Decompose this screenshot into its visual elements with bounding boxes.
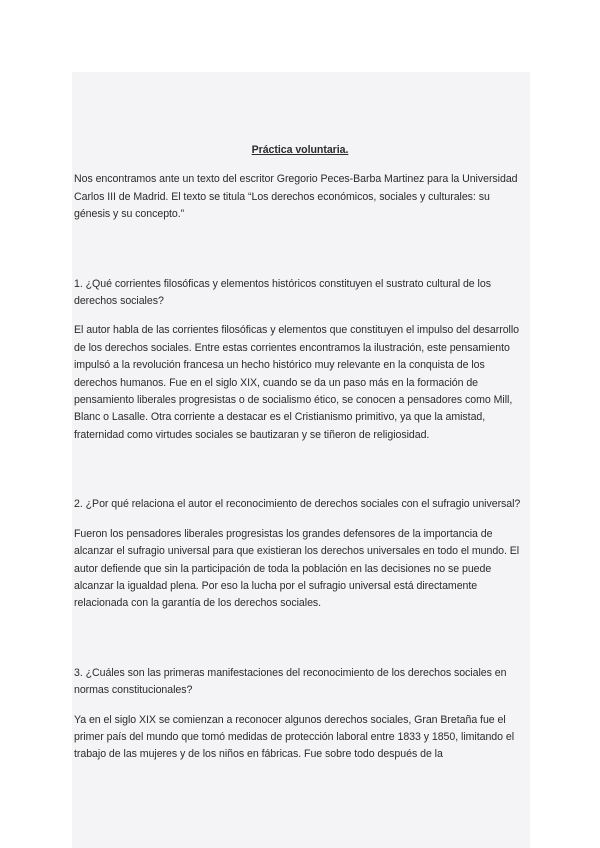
answer-3: Ya en el siglo XIX se comienzan a reconocer algunos derechos sociales, Gran Bretaña fue el primer país del mundo que tomó medidas de protección laboral entre 1833 y 1850, limitando el trabajo de las mujeres y de los niños en fábricas. Fue sobre todo después de la xyxy=(74,713,515,761)
document-title: Práctica voluntaria. xyxy=(251,144,349,156)
document-content xyxy=(74,142,526,764)
question-1: 1. ¿Qué corrientes filosóficas y elementos históricos constituyen el sustrato cultural de los derechos sociales? xyxy=(74,277,491,308)
question-2: 2. ¿Por qué relaciona el autor el reconocimiento de derechos sociales con el sufragio universal? xyxy=(74,498,521,511)
answer-1: El autor habla de las corrientes filosóficas y elementos que constituyen el impulso del desarrollo de los derechos sociales. Entre estas corrientes encontramos la ilustración, este pensamiento impulsó a la revolución francesa un hecho histórico muy relevante en la conquista de los derechos humanos. Fue en el siglo XIX, cuando se da un paso más en la formación de pensamiento liberales progresistas o de socialismo ético, se conocen a pensadores como Mill, Blanc o Lasalle. Otra corriente a destacar es el Cristianismo primitivo, ya que la amistad, fraternidad como virtudes sociales se bautizaran y se tiñeron de religiosidad. xyxy=(74,324,519,441)
intro-paragraph: Nos encontramos ante un texto del escritor Gregorio Peces-Barba Martinez para la Universidad Carlos III de Madrid. El texto se titula “Los derechos económicos, sociales y culturales: su génesis y su concepto.” xyxy=(74,173,518,221)
question-3: 3. ¿Cuáles son las primeras manifestaciones del reconocimiento de los derechos sociales en normas constitucionales? xyxy=(74,666,507,697)
answer-2: Fueron los pensadores liberales progresistas los grandes defensores de la importancia de alcanzar el sufragio universal para que existieran los derechos universales en todo el mundo. El autor defiende que sin la participación de toda la población en las decisiones no se puede alcanzar la igualdad plena. Por eso la lucha por el sufragio universal está directamente relacionada con la garantía de los derechos sociales. xyxy=(74,527,520,610)
document-page xyxy=(72,72,530,848)
